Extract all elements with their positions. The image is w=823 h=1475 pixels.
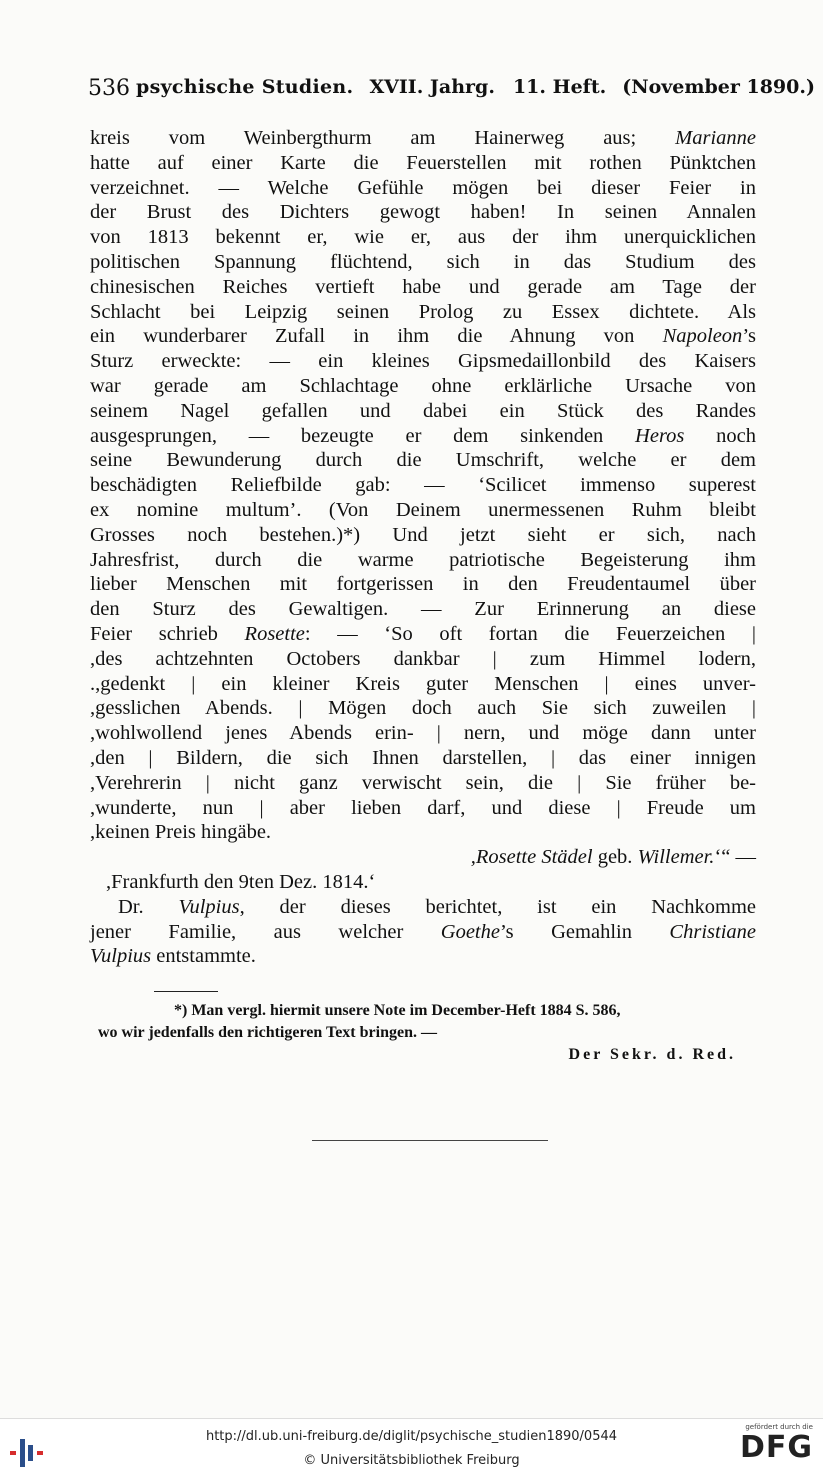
text-run: Sturz erweckte: — ein kleines Gipsmedaillonbild des Kaisers (90, 350, 756, 373)
italic-run: Napoleon (662, 325, 743, 348)
journal-title: psychische Studien. (136, 76, 354, 98)
text-run: ,des achtzehnten Octobers dankbar | zum Himmel lodern, (90, 647, 756, 670)
italic-run: Christiane (669, 920, 756, 943)
text-line (90, 870, 756, 895)
text-run: Feier schrieb (90, 622, 245, 645)
text-line (90, 151, 756, 176)
text-line (90, 895, 756, 920)
text-run: Schlacht bei Leipzig seinen Prolog zu Essex dichtete. Als (90, 300, 756, 323)
page-number: 536 (88, 76, 130, 101)
text-line (90, 944, 756, 969)
text-run: ex nomine multum’. (Von Deinem unermessenen Ruhm bleibt (90, 498, 756, 521)
italic-run: Rosette (244, 622, 305, 645)
issue-date: (November 1890.) (622, 76, 815, 98)
text-run: ’s Gemahlin (499, 920, 670, 943)
text-line (90, 672, 756, 697)
text-line (90, 324, 756, 349)
text-line (90, 696, 756, 721)
text-run: entstammte. (151, 945, 256, 968)
running-header (88, 76, 815, 101)
body-text (90, 126, 756, 969)
end-divider (312, 1140, 548, 1141)
text-line (90, 225, 756, 250)
italic-run: ,Rosette Städel (470, 846, 593, 869)
text-line (90, 548, 756, 573)
text-run: , der dieses berichtet, ist ein Nachkomme (239, 895, 757, 918)
italic-run: Heros (635, 424, 685, 447)
italic-run: Marianne (675, 127, 756, 149)
text-line (90, 126, 756, 151)
text-line (90, 647, 756, 672)
text-run: ,wunderte, nun | aber lieben darf, und diese | Freude um (90, 796, 756, 819)
text-line (90, 771, 756, 796)
issue-label: 11. Heft. (512, 76, 607, 98)
text-run: ausgesprungen, — bezeugte er dem sinkenden (90, 424, 636, 447)
italic-run: Vulpius (90, 945, 152, 968)
text-line (90, 498, 756, 523)
text-run: Jahresfrist, durch die warme patriotische Begeisterung ihm (90, 548, 756, 571)
copyright-notice: © Universitätsbibliothek Freiburg (303, 1453, 520, 1468)
text-line (90, 920, 756, 945)
text-line (90, 572, 756, 597)
text-run: ,Frankfurth den 9ten Dez. 1814.‘ (106, 870, 376, 893)
text-run: ,keinen Preis hingäbe. (90, 821, 272, 844)
footnote-line: wo wir jedenfalls den richtigeren Text bringen. — (98, 1024, 437, 1041)
text-line (90, 845, 756, 870)
footnote (98, 1000, 756, 1066)
text-line (90, 796, 756, 821)
text-run: ,gesslichen Abends. | Mögen doch auch Sie sich zuweilen | (90, 697, 756, 720)
text-run: jener Familie, aus welcher (90, 920, 441, 943)
text-line (90, 721, 756, 746)
volume-label: XVII. Jahrg. (369, 76, 495, 98)
footnote-divider (154, 991, 218, 992)
text-run: ein wunderbarer Zufall in ihm die Ahnung von (90, 325, 663, 348)
footnote-line: *) Man vergl. hiermit unsere Note im December-Heft 1884 S. 586, (174, 1002, 621, 1019)
italic-run: Goethe (440, 920, 500, 943)
text-line (90, 300, 756, 325)
text-run: kreis vom Weinbergthurm am Hainerweg aus; (90, 127, 676, 149)
dfg-logo-text: DFG (739, 1430, 813, 1465)
text-line (90, 250, 756, 275)
text-line (90, 622, 756, 647)
text-line (90, 176, 756, 201)
text-line (90, 399, 756, 424)
text-run: Dr. (118, 895, 179, 918)
text-run: beschädigten Reliefbilde gab: — ‘Scilicet immenso superest (90, 474, 756, 497)
italic-run: Willemer. (637, 846, 715, 869)
text-run: geb. (592, 846, 638, 869)
text-run: : — ‘So oft fortan die Feuerzeichen | (304, 622, 756, 645)
text-run: der Brust des Dichters gewogt haben! In seinen Annalen (90, 201, 756, 224)
text-run: .,gedenkt | ein kleiner Kreis guter Menschen | eines unver- (90, 672, 756, 695)
text-run: war gerade am Schlachtage ohne erklärliche Ursache von (90, 374, 756, 397)
text-run: noch (684, 424, 756, 447)
text-run: lieber Menschen mit fortgerissen in den Freudentaumel über (90, 573, 756, 596)
text-run: politischen Spannung flüchtend, sich in das Studium des (90, 250, 756, 273)
text-line (90, 275, 756, 300)
text-line (90, 597, 756, 622)
text-run: von 1813 bekennt er, wie er, aus der ihm unerquicklichen (90, 226, 756, 249)
text-line (90, 820, 756, 845)
text-run: seine Bewunderung durch die Umschrift, welche er dem (90, 449, 756, 472)
permalink[interactable]: http://dl.ub.uni-freiburg.de/diglit/psychische_studien1890/0544 (205, 1429, 618, 1444)
funding-note: gefördert durch die (745, 1423, 813, 1431)
text-run: ,den | Bildern, die sich Ihnen darstellen, | das einer innigen (90, 746, 756, 769)
text-line (90, 200, 756, 225)
dfg-logo (723, 1423, 813, 1471)
text-run: den Sturz des Gewaltigen. — Zur Erinnerung an diese (90, 598, 756, 621)
text-line (90, 349, 756, 374)
text-line (90, 523, 756, 548)
footnote-signature: Der Sekr. d. Red. (568, 1046, 736, 1063)
italic-run: Vulpius (178, 895, 240, 918)
text-run: ‘“ — (714, 846, 756, 869)
text-run: ,wohlwollend jenes Abends erin- | nern, und möge dann unter (90, 722, 756, 745)
text-run: Grosses noch bestehen.)*) Und jetzt sieht er sich, nach (90, 523, 756, 546)
viewer-footer (0, 1418, 823, 1475)
text-run: seinem Nagel gefallen und dabei ein Stück des Randes (90, 399, 756, 422)
text-line (90, 374, 756, 399)
text-run: ’s (742, 325, 756, 348)
text-run: verzeichnet. — Welche Gefühle mögen bei dieser Feier in (90, 176, 756, 199)
text-line (90, 448, 756, 473)
text-line (90, 424, 756, 449)
text-run: ,Verehrerin | nicht ganz verwischt sein, die | Sie früher be- (90, 771, 756, 794)
text-line (90, 473, 756, 498)
text-run: chinesischen Reiches vertieft habe und gerade am Tage der (90, 275, 756, 298)
text-run: hatte auf einer Karte die Feuerstellen mit rothen Pünktchen (90, 151, 756, 174)
text-line (90, 746, 756, 771)
